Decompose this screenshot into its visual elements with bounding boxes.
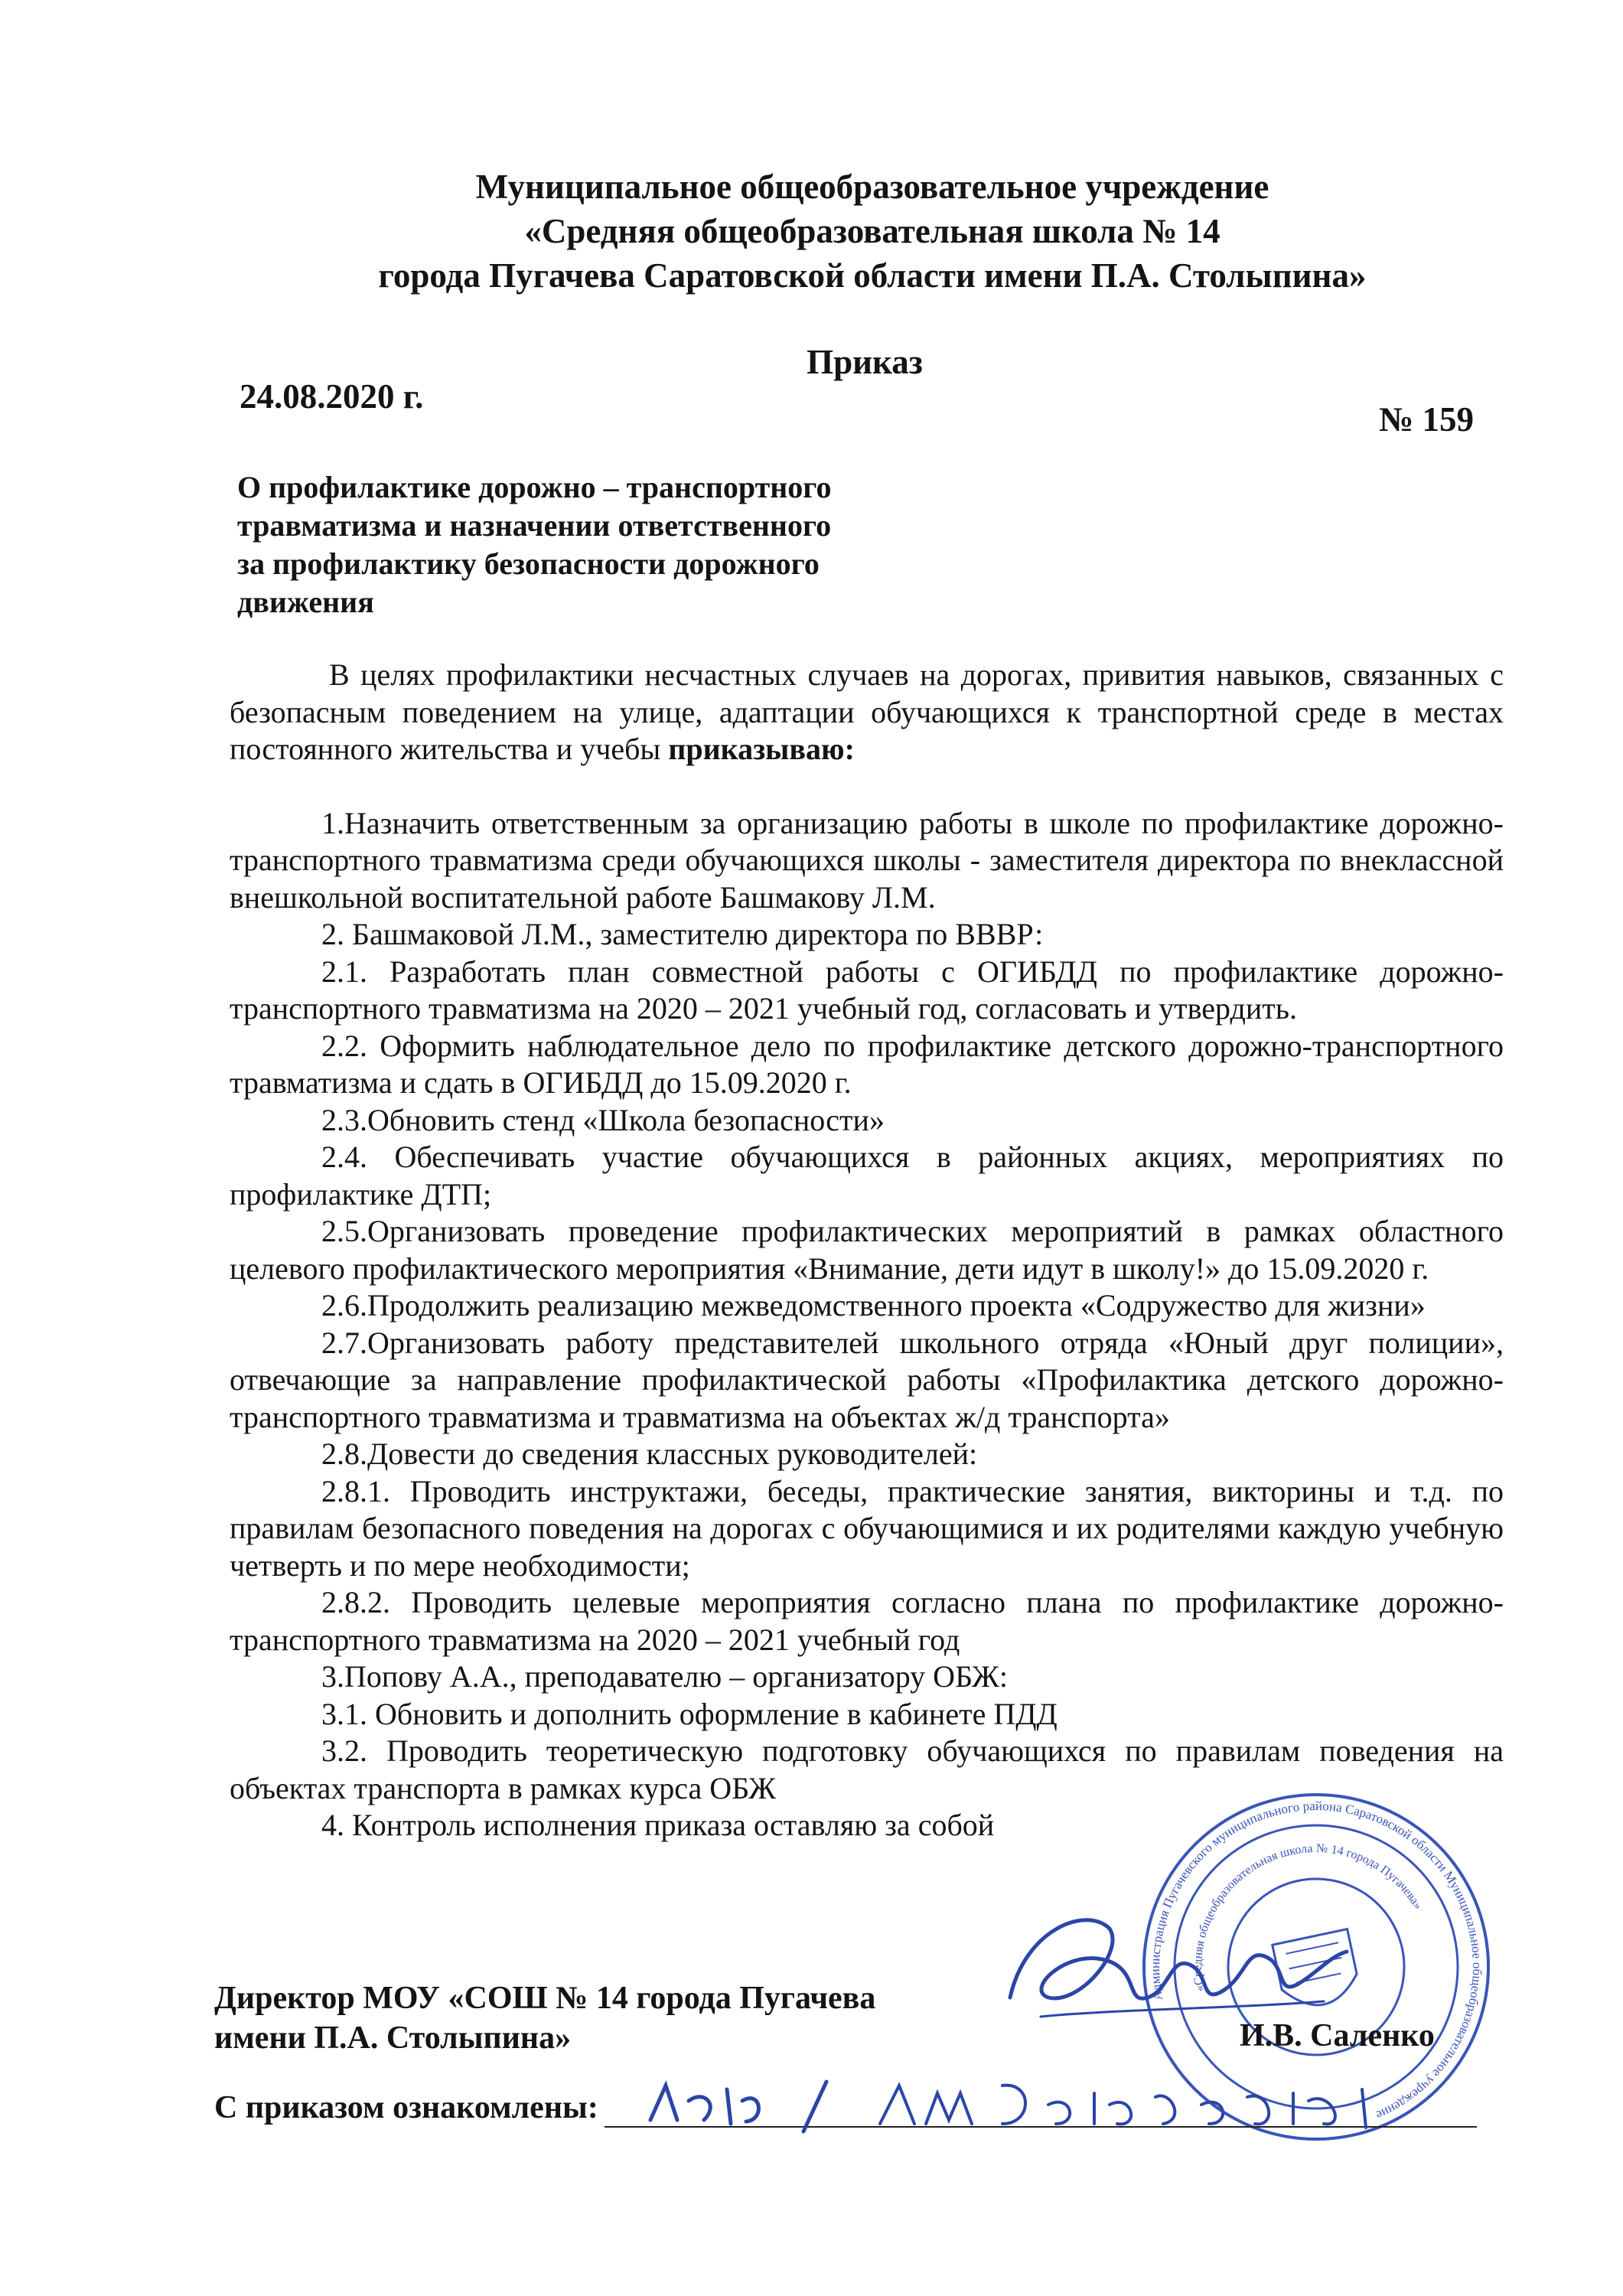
- order-body: [230, 657, 1504, 1844]
- order-item: 3.2. Проводить теоретическую подготовку обучающихся по правилам поведения на объектах транспорта в рамках курса ОБЖ: [230, 1733, 1504, 1805]
- order-item: 2.3.Обновить стенд «Школа безопасности»: [321, 1102, 885, 1137]
- order-item: 2.7.Организовать работу представителей школьного отряда «Юный друг полиции», отвечающие за направление профилактической работы «Профилактика детского дорожно-транспортного травматизма и травматизма на объектах ж/д транспорта»: [230, 1325, 1504, 1434]
- header-line-2: «Средняя общеобразовательная школа № 14: [524, 212, 1221, 250]
- order-item: 2.4. Обеспечивать участие обучающихся в районных акциях, мероприятиях по профилактике ДТП;: [230, 1140, 1504, 1212]
- subject-line: движения: [237, 585, 374, 619]
- order-item: 3.Попову А.А., преподавателю – организатору ОБЖ:: [321, 1659, 1008, 1694]
- acknowledgement-label: С приказом ознакомлены:: [214, 2090, 598, 2125]
- director-line-2: имени П.А. Столыпина»: [214, 2020, 572, 2056]
- order-item: 1.Назначить ответственным за организацию работы в школе по профилактике дорожно-транспортного травматизма среди обучающихся школы - заместителя директора по внеклассной внешкольной воспитательной работе Башмакову Л.М.: [230, 805, 1504, 915]
- subject-line: О профилактике дорожно – транспортного: [237, 470, 832, 504]
- intro-command: приказываю:: [668, 732, 855, 766]
- header-line-3: города Пугачева Саратовской области имени П.А. Столыпина»: [378, 256, 1367, 295]
- intro-paragraph: [230, 657, 1504, 768]
- order-item: 2.6.Продолжить реализацию межведомственного проекта «Содружество для жизни»: [321, 1288, 1426, 1322]
- director-line-1: Директор МОУ «СОШ № 14 города Пугачева: [214, 1981, 876, 2016]
- subject-line: травматизма и назначении ответственного: [237, 508, 832, 543]
- order-item: 2.8.1. Проводить инструктажи, беседы, практические занятия, викторины и т.д. по правилам безопасного поведения на дорогах с обучающимися и их родителями каждую учебную четверть и по мере необходимости;: [230, 1473, 1504, 1583]
- order-date: 24.08.2020 г.: [240, 377, 424, 416]
- institution-header: [230, 165, 1515, 298]
- order-title: Приказ: [807, 343, 923, 381]
- order-item: 2.5.Организовать проведение профилактических мероприятий в рамках областного целевого профилактического мероприятия «Внимание, дети идут в школу!» до 15.09.2020 г.: [230, 1214, 1504, 1286]
- order-item: 2.8.2. Проводить целевые мероприятия согласно плана по профилактике дорожно-транспортного травматизма на 2020 – 2021 учебный год: [230, 1585, 1504, 1657]
- intro-text: В целях профилактики несчастных случаев на дорогах, привития навыков, связанных с безопасным поведением на улице, адаптации обучающихся к транспортной среде в местах постоянного жительства и учебы: [230, 657, 1504, 766]
- svg-text:«Средняя общеобразовательная ш: «Средняя общеобразовательная школа № 14 города Пугачева»: [1191, 1841, 1425, 1993]
- header-line-1: Муниципальное общеобразовательное учреждение: [475, 168, 1269, 206]
- order-item: 2.1. Разработать план совместной работы с ОГИБДД по профилактике дорожно-транспортного травматизма на 2020 – 2021 учебный год, согласовать и утвердить.: [230, 954, 1504, 1026]
- director-name: И.В. Саленко: [1240, 2018, 1435, 2053]
- svg-text:Администрация Пугачевского мун: Администрация Пугачевского муниципального района Саратовской области Муниципальное общеобразовательное учреждение: [1147, 1798, 1485, 2123]
- director-title: [214, 1978, 875, 2058]
- order-item: 3.1. Обновить и дополнить оформление в кабинете ПДД: [321, 1696, 1058, 1731]
- order-item: 2. Башмаковой Л.М., заместителю директора по ВВВР:: [321, 917, 1044, 951]
- order-item: 2.8.Довести до сведения классных руководителей:: [321, 1437, 978, 1471]
- order-subject: [237, 468, 926, 621]
- subject-line: за профилактику безопасности дорожного: [237, 546, 820, 581]
- acknowledgement-signature: [635, 2059, 1400, 2143]
- order-number: № 159: [1379, 400, 1474, 439]
- order-item: 2.2. Оформить наблюдательное дело по профилактике детского дорожно-транспортного травматизма и сдать в ОГИБДД до 15.09.2020 г.: [230, 1028, 1504, 1100]
- order-item: 4. Контроль исполнения приказа оставляю за собой: [321, 1808, 995, 1842]
